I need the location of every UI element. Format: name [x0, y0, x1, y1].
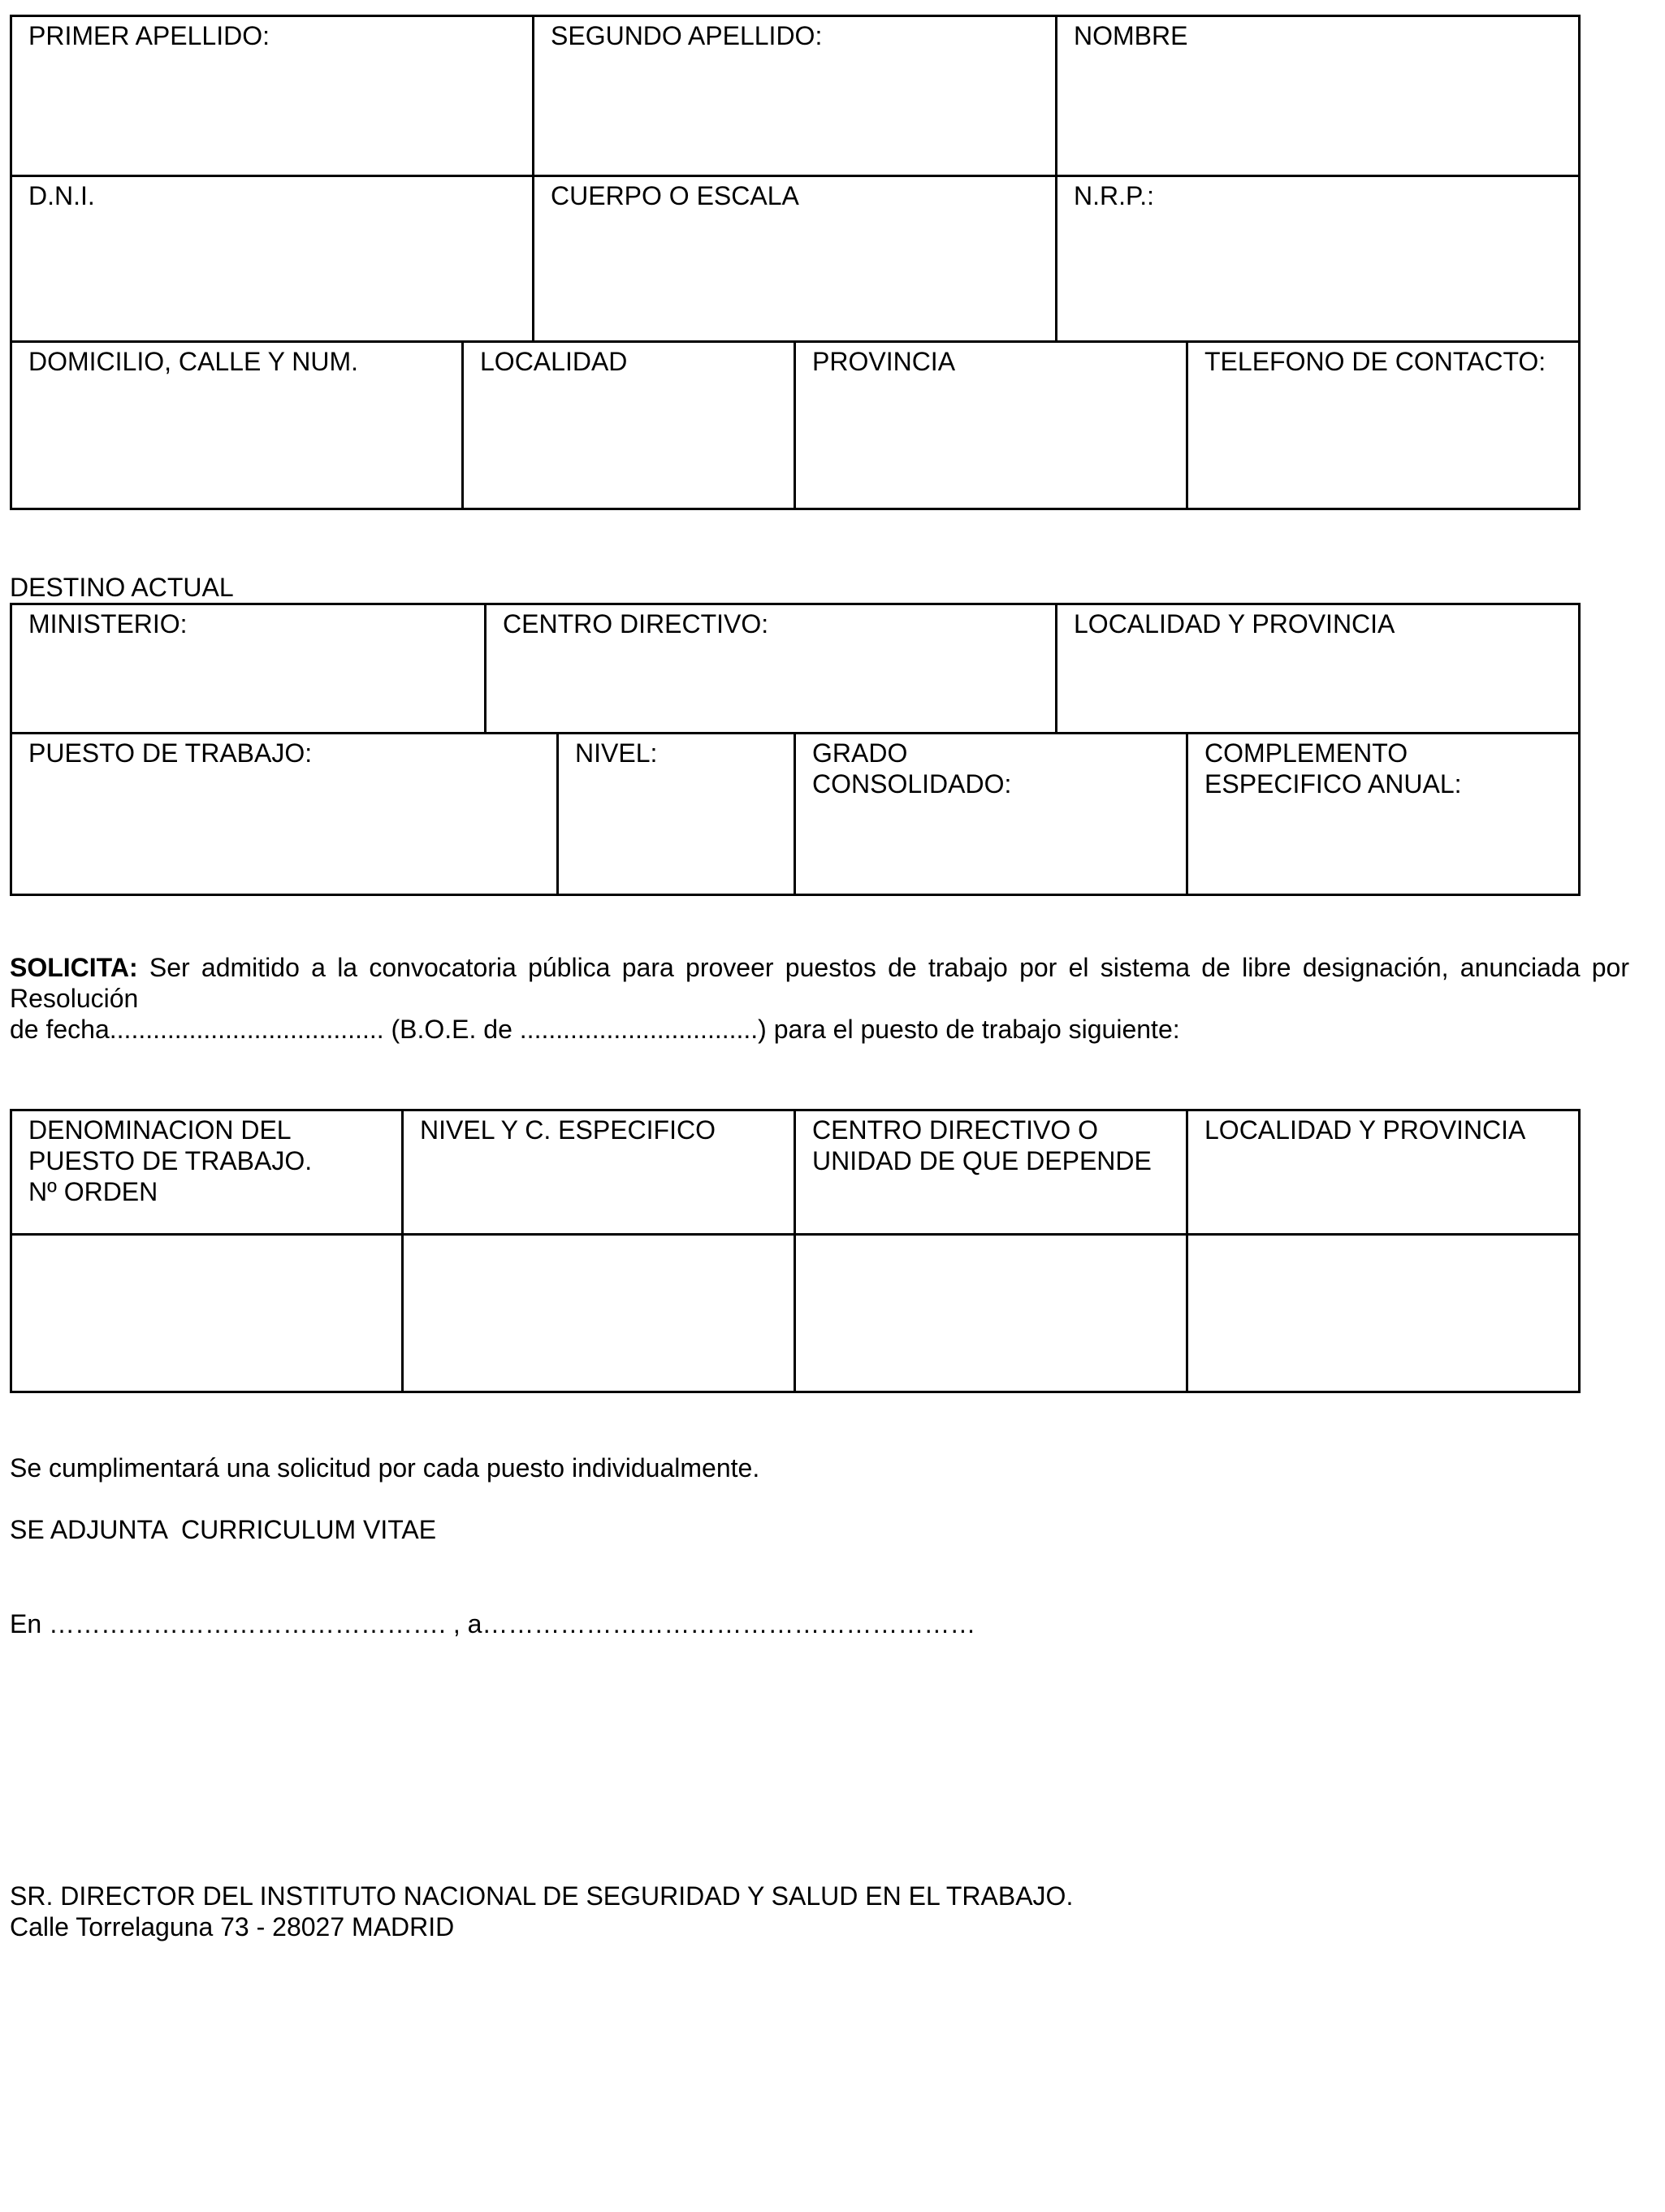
input-centro-directivo[interactable] — [796, 1236, 1186, 1391]
field-grado-consolidado[interactable]: GRADO CONSOLIDADO: — [812, 738, 1012, 799]
field-localidad[interactable]: LOCALIDAD — [480, 347, 628, 376]
solicita-paragraph — [10, 952, 1629, 1045]
field-segundo-apellido[interactable]: SEGUNDO APELLIDO: — [551, 21, 823, 50]
input-localidad-provincia[interactable] — [1188, 1236, 1578, 1391]
input-denominacion-puesto[interactable] — [12, 1236, 401, 1391]
field-primer-apellido[interactable]: PRIMER APELLIDO: — [28, 21, 270, 50]
field-nivel[interactable]: NIVEL: — [575, 738, 658, 768]
header-centro-directivo: CENTRO DIRECTIVO O UNIDAD DE QUE DEPENDE — [812, 1115, 1152, 1175]
field-localidad-provincia[interactable]: LOCALIDAD Y PROVINCIA — [1074, 609, 1395, 638]
field-cuerpo-escala[interactable]: CUERPO O ESCALA — [551, 181, 799, 210]
field-centro-directivo[interactable]: CENTRO DIRECTIVO: — [503, 609, 769, 638]
field-dni[interactable]: D.N.I. — [28, 181, 95, 210]
field-complemento-especifico[interactable]: COMPLEMENTO ESPECIFICO ANUAL: — [1204, 738, 1462, 799]
addressee-address: Calle Torrelaguna 73 - 28027 MADRID — [10, 1912, 455, 1941]
note-one-application: Se cumplimentará una solicitud por cada puesto individualmente. — [10, 1453, 760, 1483]
header-nivel-especifico: NIVEL Y C. ESPECIFICO — [420, 1115, 716, 1145]
note-curriculum: SE ADJUNTA CURRICULUM VITAE — [10, 1515, 437, 1544]
input-nivel-especifico[interactable] — [404, 1236, 794, 1391]
field-domicilio[interactable]: DOMICILIO, CALLE Y NUM. — [28, 347, 359, 376]
header-localidad-provincia: LOCALIDAD Y PROVINCIA — [1204, 1115, 1526, 1145]
field-provincia[interactable]: PROVINCIA — [812, 347, 956, 376]
header-denominacion-puesto: DENOMINACION DEL PUESTO DE TRABAJO. Nº ORDEN — [28, 1115, 313, 1206]
field-puesto-trabajo[interactable]: PUESTO DE TRABAJO: — [28, 738, 313, 768]
place-date-line[interactable]: En ………………………………………. , a………………………………………………… — [10, 1609, 976, 1638]
addressee-title: SR. DIRECTOR DEL INSTITUTO NACIONAL DE SEGURIDAD Y SALUD EN EL TRABAJO. — [10, 1881, 1074, 1911]
solicita-text: Ser admitido a la convocatoria pública para proveer puestos de trabajo por el sistema de libre designación, anunciada por Resolución — [10, 953, 1630, 1013]
field-telefono[interactable]: TELEFONO DE CONTACTO: — [1204, 347, 1546, 376]
field-nombre[interactable]: NOMBRE — [1074, 21, 1188, 50]
solicita-text-fecha: de fecha...................................... (B.O.E. de .................................) para el puesto de trabajo siguiente: — [10, 1015, 1180, 1044]
solicita-label: SOLICITA: — [10, 953, 138, 982]
field-nrp[interactable]: N.R.P.: — [1074, 181, 1154, 210]
field-ministerio[interactable]: MINISTERIO: — [28, 609, 188, 638]
destino-actual-heading: DESTINO ACTUAL — [10, 573, 234, 602]
